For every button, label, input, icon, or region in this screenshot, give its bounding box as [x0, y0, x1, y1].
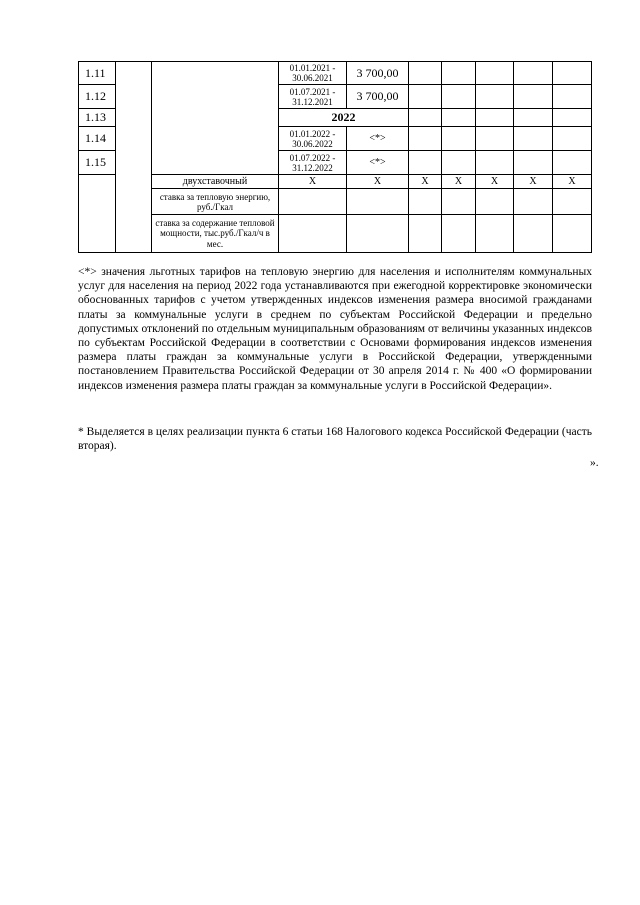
period-cell: 01.07.2021 - 31.12.2021	[279, 85, 347, 109]
merged-cell	[79, 175, 116, 253]
row-number: 1.13	[79, 109, 116, 127]
tariff-value: <*>	[347, 127, 409, 151]
table-row	[79, 189, 592, 215]
row-number: 1.15	[79, 151, 116, 175]
x-mark: X	[553, 175, 592, 189]
period-cell: 01.01.2021 - 30.06.2021	[279, 62, 347, 85]
x-mark: X	[442, 175, 476, 189]
asterisk-note: * Выделяется в целях реализации пункта 6 статьи 168 Налогового кодекса Российской Федерации (часть вторая).	[78, 426, 592, 453]
x-mark: X	[476, 175, 514, 189]
capacity-rate-label: ставка за содержание тепловой мощности, тыс.руб./Гкал/ч в мес.	[152, 215, 279, 253]
heat-rate-label: ставка за тепловую энергию, руб./Гкал	[152, 189, 279, 215]
table-row	[79, 215, 592, 253]
tariff-value: 3 700,00	[347, 85, 409, 109]
tariff-value: <*>	[347, 151, 409, 175]
x-mark: X	[279, 175, 347, 189]
merged-cell	[116, 62, 152, 253]
merged-cell	[152, 62, 279, 175]
x-mark: X	[514, 175, 553, 189]
year-cell: 2022	[279, 109, 409, 127]
tariff-value: 3 700,00	[347, 62, 409, 85]
row-number: 1.11	[79, 62, 116, 85]
row-number: 1.12	[79, 85, 116, 109]
x-mark: X	[409, 175, 442, 189]
period-cell: 01.01.2022 - 30.06.2022	[279, 127, 347, 151]
star-note: <*> значения льготных тарифов на тепловую энергию для населения и исполнителям коммунальных услуг для населения на период 2022 года устанавливаются при ежегодной корректировке экономически обоснованных тарифов с учетом утвержденных индексов изменения размера вносимой гражданами платы за коммунальные услуги в среднем по субъектам Российской Федерации и предельно допустимых отклонений по отдельным муниципальным образованиям от величины указанных индексов по субъектам Российской Федерации в соответствии с Основами формирования индексов изменения размера платы граждан за коммунальные услуги в Российской Федерации, утвержденными постановлением Правительства Российской Федерации от 30 апреля 2014 г. № 400 «О формировании индексов изменения размера платы граждан за коммунальные услуги в Российской Федерации».	[78, 266, 592, 392]
table-row	[79, 62, 592, 85]
x-mark: X	[347, 175, 409, 189]
period-cell: 01.07.2022 - 31.12.2022	[279, 151, 347, 175]
two-part-label: двухставочный	[152, 175, 279, 189]
closing-quote: ».	[590, 457, 599, 469]
table-row	[79, 175, 592, 189]
tariff-table	[78, 61, 592, 253]
row-number: 1.14	[79, 127, 116, 151]
